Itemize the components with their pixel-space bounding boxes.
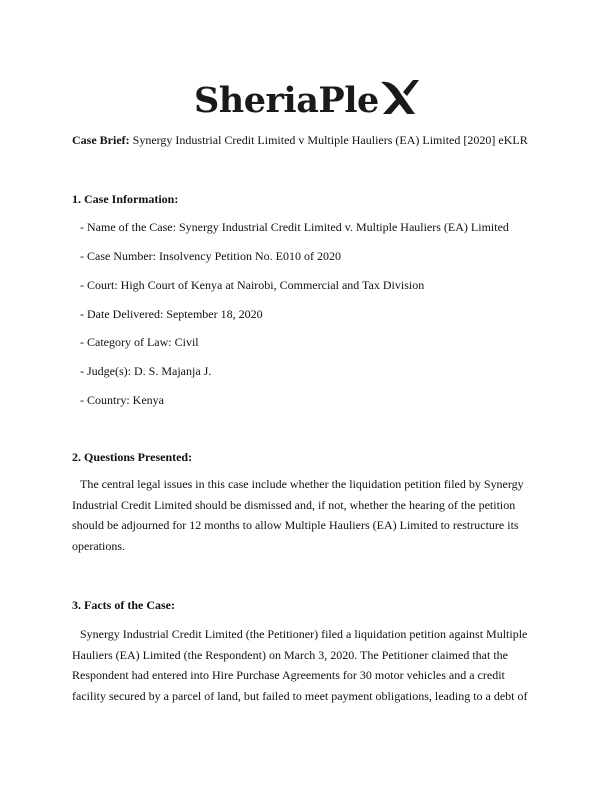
info-item-country: - Country: Kenya bbox=[80, 393, 164, 407]
section-heading-facts-of-the-case: 3. Facts of the Case: bbox=[72, 598, 175, 612]
questions-presented-paragraph: The central legal issues in this case include whether the liquidation petition filed by Synergy Industrial Credit Limited should be dismissed and, if not, whether the hearing of the petition should be adjourned for 12 months to allow Multiple Hauliers (EA) Limited to restructure its operations. bbox=[72, 477, 524, 553]
info-item-court: - Court: High Court of Kenya at Nairobi, Commercial and Tax Division bbox=[80, 278, 425, 292]
info-item-case-name: - Name of the Case: Synergy Industrial Credit Limited v. Multiple Hauliers (EA) Limited bbox=[80, 220, 509, 234]
facts-of-the-case-paragraph: Synergy Industrial Credit Limited (the Petitioner) filed a liquidation petition against Multiple Hauliers (EA) Limited (the Respondent) on March 3, 2020. The Petitioner claimed that the Respondent had entered into Hire Purchase Agreements for 30 motor vehicles and a credit facility secured by a parcel of land, but failed to meet payment obligations, leading to a debt of bbox=[72, 627, 528, 703]
sheriaplex-logo bbox=[194, 74, 419, 121]
case-brief-label: Case Brief: bbox=[72, 133, 130, 147]
case-brief-title bbox=[72, 133, 528, 148]
logo-text: SheriaPle bbox=[194, 80, 379, 121]
info-item-category-of-law: - Category of Law: Civil bbox=[80, 335, 199, 349]
info-item-judges: - Judge(s): D. S. Majanja J. bbox=[80, 364, 212, 378]
logo-x-mark-icon bbox=[379, 78, 419, 116]
info-item-date-delivered: - Date Delivered: September 18, 2020 bbox=[80, 307, 263, 321]
section-heading-questions-presented: 2. Questions Presented: bbox=[72, 450, 193, 464]
section-heading-case-information: 1. Case Information: bbox=[72, 192, 179, 206]
case-brief-name: Synergy Industrial Credit Limited v Multiple Hauliers (EA) Limited [2020] eKLR bbox=[129, 133, 528, 147]
info-item-case-number: - Case Number: Insolvency Petition No. E010 of 2020 bbox=[80, 249, 341, 263]
